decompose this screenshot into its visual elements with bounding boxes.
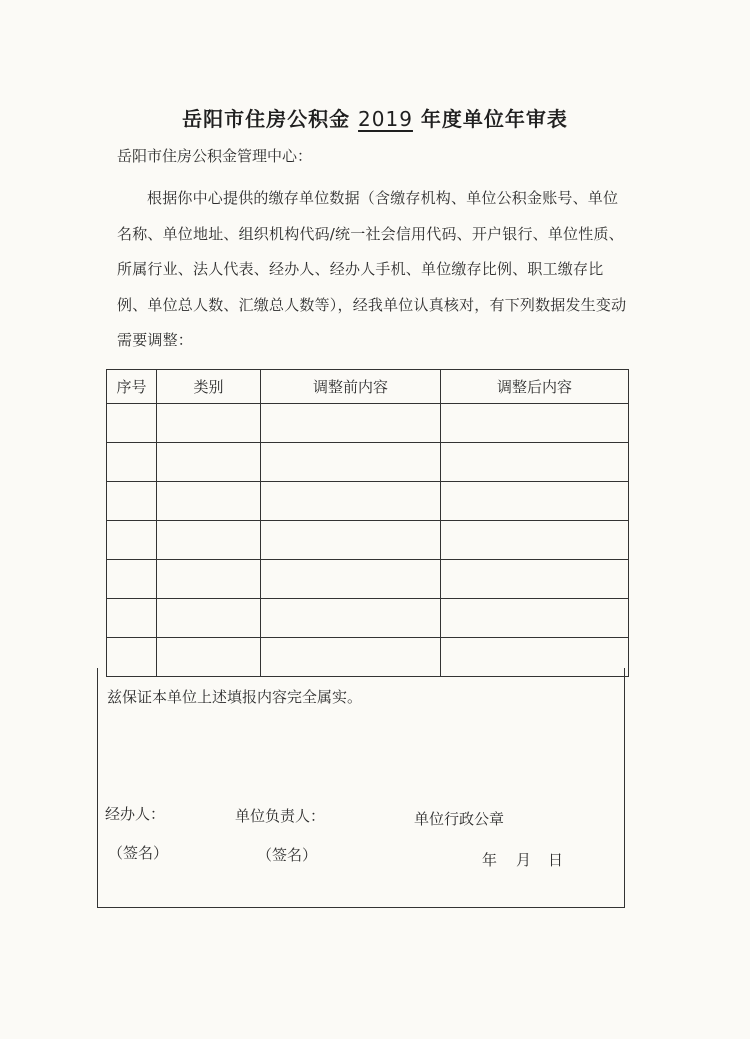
- cell-category[interactable]: [157, 482, 261, 521]
- cell-after[interactable]: [441, 482, 629, 521]
- cell-before[interactable]: [261, 443, 441, 482]
- cell-after[interactable]: [441, 443, 629, 482]
- header-after: 调整后内容: [441, 370, 629, 404]
- cell-index[interactable]: [107, 560, 157, 599]
- table-header-row: [107, 370, 629, 404]
- cell-category[interactable]: [157, 638, 261, 677]
- table-row: [107, 404, 629, 443]
- cell-index[interactable]: [107, 599, 157, 638]
- cell-before[interactable]: [261, 521, 441, 560]
- cell-index[interactable]: [107, 521, 157, 560]
- cell-after[interactable]: [441, 521, 629, 560]
- cell-before[interactable]: [261, 482, 441, 521]
- declaration-statement: 兹保证本单位上述填报内容完全属实。: [107, 688, 363, 706]
- header-index: 序号: [107, 370, 157, 404]
- leader-label: 单位负责人：: [235, 807, 326, 825]
- intro-paragraph: 根据你中心提供的缴存单位数据（含缴存机构、单位公积金账号、单位名称、单位地址、组织机构代码/统一社会信用代码、开户银行、单位性质、所属行业、法人代表、经办人、经办人手机、单位缴存比例、职工缴存比例、单位总人数、汇缴总人数等），经我单位认真核对，有下列数据发生变动需要调整：: [117, 189, 627, 349]
- table-row: [107, 482, 629, 521]
- form-title: [0, 103, 750, 132]
- seal-label: 单位行政公章: [414, 810, 505, 828]
- date-day: 日: [548, 851, 564, 869]
- addressee: 岳阳市住房公积金管理中心：: [117, 147, 313, 165]
- cell-after[interactable]: [441, 599, 629, 638]
- cell-index[interactable]: [107, 443, 157, 482]
- cell-category[interactable]: [157, 404, 261, 443]
- title-suffix: 年度单位年审表: [420, 107, 568, 131]
- date-year: 年: [482, 851, 498, 869]
- cell-after[interactable]: [441, 404, 629, 443]
- header-before: 调整前内容: [261, 370, 441, 404]
- table-row: [107, 599, 629, 638]
- cell-category[interactable]: [157, 560, 261, 599]
- date-month: 月: [516, 851, 532, 869]
- cell-before[interactable]: [261, 599, 441, 638]
- cell-after[interactable]: [441, 638, 629, 677]
- cell-before[interactable]: [261, 638, 441, 677]
- cell-category[interactable]: [157, 443, 261, 482]
- handler-label: 经办人：: [105, 805, 166, 823]
- table-body: [107, 404, 629, 677]
- cell-index[interactable]: [107, 638, 157, 677]
- adjustment-table: [106, 369, 629, 677]
- table-row: [107, 521, 629, 560]
- header-category: 类别: [157, 370, 261, 404]
- table-row: [107, 560, 629, 599]
- leader-sign: （签名）: [257, 846, 318, 864]
- cell-category[interactable]: [157, 521, 261, 560]
- cell-before[interactable]: [261, 404, 441, 443]
- table-row: [107, 443, 629, 482]
- title-prefix: 岳阳市住房公积金: [182, 107, 351, 131]
- handler-sign: （签名）: [108, 844, 169, 862]
- cell-after[interactable]: [441, 560, 629, 599]
- title-year: 2019: [358, 107, 413, 131]
- cell-category[interactable]: [157, 599, 261, 638]
- table-row: [107, 638, 629, 677]
- declaration-box: [97, 676, 625, 908]
- cell-index[interactable]: [107, 482, 157, 521]
- cell-index[interactable]: [107, 404, 157, 443]
- cell-before[interactable]: [261, 560, 441, 599]
